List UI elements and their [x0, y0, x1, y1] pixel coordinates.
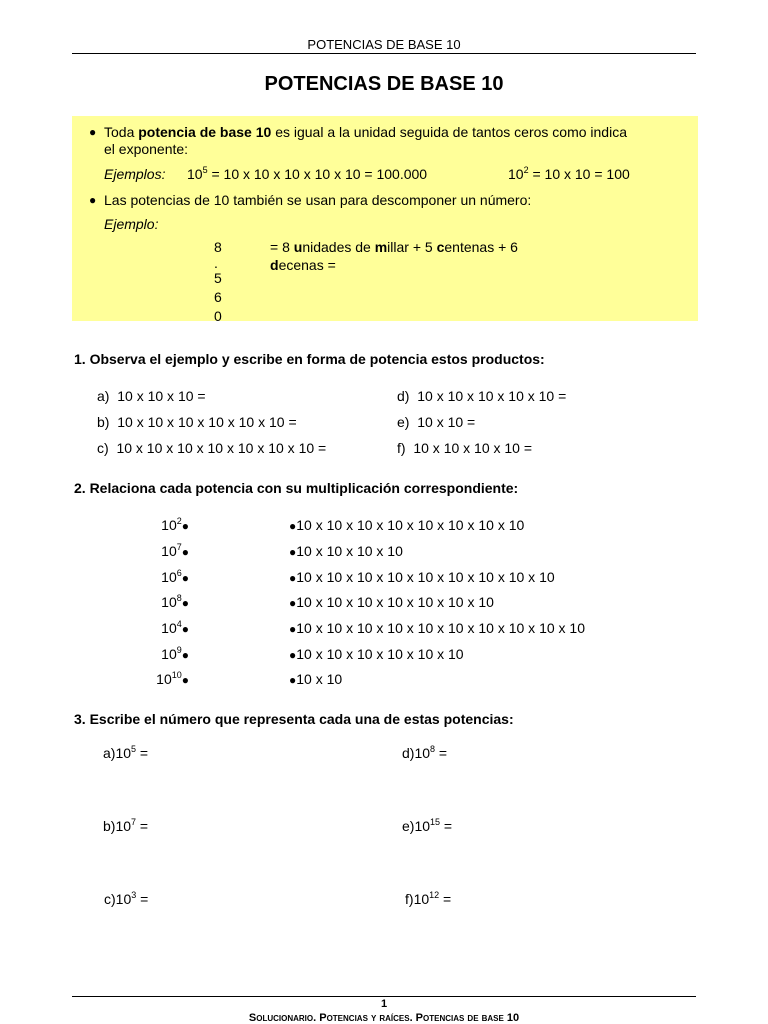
q1-heading: 1. Observa el ejemplo y escribe en forma de potencia estos productos: — [74, 351, 545, 367]
q2-product: ●10 x 10 x 10 x 10 x 10 x 10 x 10 x 10 x 10 x 10 — [289, 620, 585, 636]
q2-power: $10^{10}●$ — [156, 670, 189, 687]
bullet-1-marker: ● — [89, 125, 97, 139]
q2-power: $10^8●$ — [161, 593, 189, 610]
q1-item-e: e) 10 x 10 = — [397, 414, 476, 430]
number-digit: 8 — [214, 239, 222, 255]
page-number: 1 — [380, 998, 388, 1010]
q1-item-b: b) 10 x 10 x 10 x 10 x 10 x 10 = — [97, 414, 297, 430]
example-label: Ejemplo: — [104, 216, 159, 232]
q1-item-a: a) 10 x 10 x 10 = — [97, 388, 206, 404]
q2-power: $10^6●$ — [161, 568, 189, 585]
number-digit: 0 — [214, 308, 222, 324]
q3-item-d: $d)10^8$ = — [402, 744, 448, 761]
number-stack — [214, 238, 222, 326]
q2-product: ●10 x 10 — [289, 671, 343, 687]
number-digit: . — [214, 255, 218, 271]
q3-item-a: $a)10^5$ = — [103, 744, 149, 761]
q3-item-c: $c)10^3$ = — [104, 890, 149, 907]
number-digit: 6 — [214, 289, 222, 305]
footer-subtitle: Solucionario. Potencias y raíces. Potencias de base 10 — [248, 1012, 520, 1024]
theory-bullet-2: Las potencias de 10 también se usan para descomponer un número: — [104, 192, 532, 208]
page-title: POTENCIAS DE BASE 10 — [264, 73, 504, 95]
q2-product: ●10 x 10 x 10 x 10 x 10 x 10 x 10 — [289, 594, 494, 610]
running-header: POTENCIAS DE BASE 10 — [307, 37, 461, 52]
q1-item-f: f) 10 x 10 x 10 x 10 = — [397, 440, 533, 456]
q3-item-e: $e)10^{15}$ = — [402, 817, 453, 834]
decomposition-line-1: = 8 unidades de millar + 5 centenas + 6 — [270, 239, 518, 255]
q1-item-c: c) 10 x 10 x 10 x 10 x 10 x 10 x 10 = — [97, 440, 327, 456]
q2-power: $10^7●$ — [161, 542, 189, 559]
q2-power: $10^2●$ — [161, 516, 189, 533]
example-2: $10^2 = 10$ x 10 = 100 — [508, 165, 630, 182]
q3-item-b: $b)10^7$ = — [103, 817, 149, 834]
bullet-2-marker: ● — [89, 193, 97, 207]
q3-item-f: $f)10^{12}$ = — [405, 890, 452, 907]
q2-product: ●10 x 10 x 10 x 10 — [289, 543, 403, 559]
q3-heading: 3. Escribe el número que representa cada una de estas potencias: — [74, 711, 514, 727]
number-digit: 5 — [214, 270, 222, 286]
q2-power: $10^4●$ — [161, 619, 189, 636]
header-rule — [72, 53, 696, 54]
q2-product: ●10 x 10 x 10 x 10 x 10 x 10 x 10 x 10 x 10 — [289, 569, 555, 585]
footer-rule — [72, 996, 696, 997]
q2-heading: 2. Relaciona cada potencia con su multiplicación correspondiente: — [74, 480, 519, 496]
theory-bullet-1-line2: el exponente: — [104, 141, 189, 157]
examples-label: Ejemplos: — [104, 166, 166, 182]
q1-item-d: d) 10 x 10 x 10 x 10 x 10 = — [397, 388, 567, 404]
q2-product: ●10 x 10 x 10 x 10 x 10 x 10 — [289, 646, 464, 662]
q2-power: $10^9●$ — [161, 645, 189, 662]
q2-product: ●10 x 10 x 10 x 10 x 10 x 10 x 10 x 10 — [289, 517, 525, 533]
theory-bullet-1: Toda potencia de base 10 es igual a la unidad seguida de tantos ceros como indica — [104, 124, 627, 140]
decomposition-line-2: decenas = — [270, 257, 336, 273]
example-1: $10^5 = 10$ x 10 x 10 x 10 x 10 = 100.000 — [187, 165, 428, 182]
